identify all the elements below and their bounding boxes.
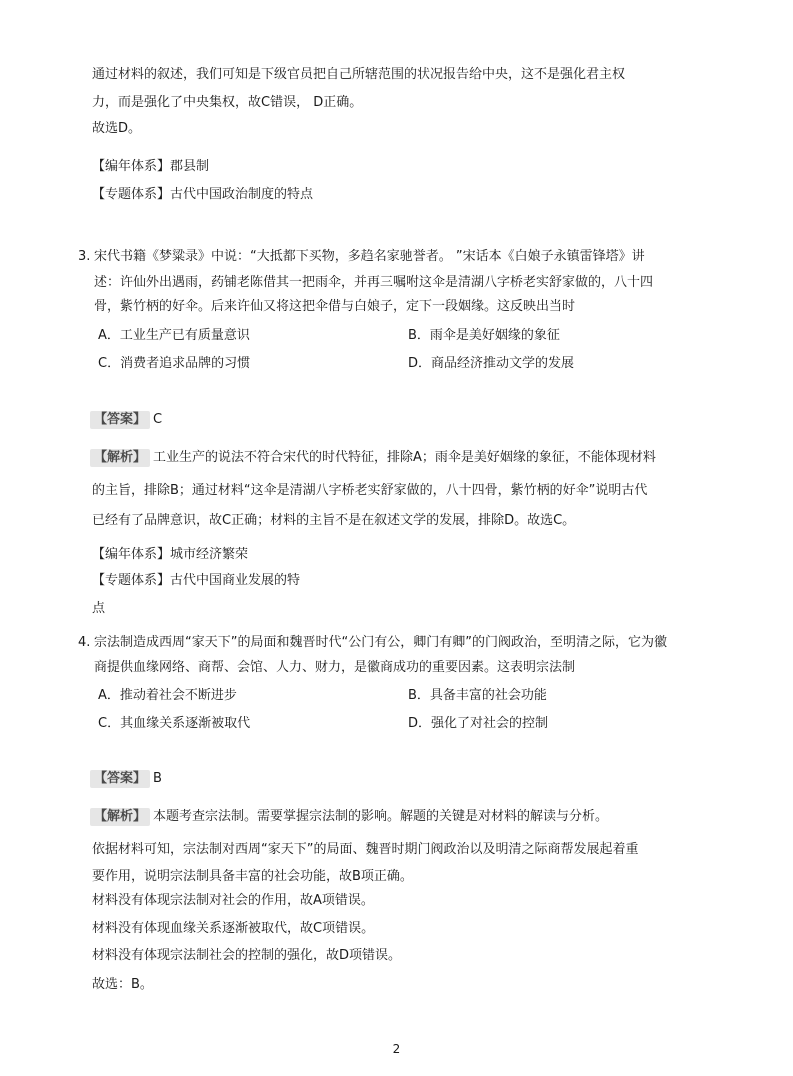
- prev-tag-chronology: 【编年体系】郡县制: [92, 159, 210, 174]
- q3-tag-topic-continued: 点: [92, 601, 106, 616]
- q3-answer-value: C: [153, 412, 163, 427]
- q3-analysis-label: 【解析】: [90, 449, 150, 467]
- q4-answer-value: B: [153, 771, 162, 786]
- q4-number: 4.: [78, 635, 91, 650]
- q3-tag-chronology: 【编年体系】城市经济繁荣: [92, 547, 249, 562]
- q3-option-b: B．雨伞是美好姻缘的象征: [408, 328, 560, 343]
- q4-stem-line-2: 商提供血缘网络、商帮、会馆、人力、财力，是徽商成功的重要因素。这表明宗法制: [94, 660, 576, 675]
- q4-analysis-line-7: 故选：B。: [92, 977, 153, 992]
- prev-analysis-line-3: 故选D。: [92, 121, 142, 136]
- q3-analysis-line-3: 已经有了品牌意识，故C正确；材料的主旨不是在叙述文学的发展，排除D。故选C。: [92, 513, 576, 528]
- q3-option-d: D．商品经济推动文学的发展: [408, 356, 575, 371]
- q4-answer-label: 【答案】: [90, 770, 150, 788]
- q4-option-b: B．具备丰富的社会功能: [408, 688, 547, 703]
- q3-answer-label: 【答案】: [90, 411, 150, 429]
- q4-analysis-line-5: 材料没有体现血缘关系逐渐被取代，故C项错误。: [92, 921, 375, 936]
- q3-analysis-line-1: [90, 449, 656, 467]
- q4-analysis-line-2: 依据材料可知，宗法制对西周“家天下”的局面、魏晋时期门阀政治以及明清之际商帮发展起着重: [92, 842, 639, 857]
- prev-analysis-line-1: 通过材料的叙述，我们可知是下级官员把自己所辖范围的状况报告给中央，这不是强化君主权: [92, 67, 626, 82]
- q4-analysis-line-1: [90, 808, 608, 826]
- q4-analysis-line-6: 材料没有体现宗法制社会的控制的强化，故D项错误。: [92, 948, 402, 963]
- q3-analysis-text-1: 工业生产的说法不符合宋代的时代特征，排除A；雨伞是美好姻缘的象征，不能体现材料: [153, 450, 656, 465]
- q4-answer: [90, 770, 162, 788]
- q3-number: 3.: [78, 249, 91, 264]
- q4-option-d: D．强化了对社会的控制: [408, 716, 549, 731]
- q4-option-c: C．其血缘关系逐渐被取代: [98, 716, 251, 731]
- q4-option-a: A．推动着社会不断进步: [98, 688, 237, 703]
- q3-option-a: A．工业生产已有质量意识: [98, 328, 250, 343]
- q4-analysis-label: 【解析】: [90, 808, 150, 826]
- q3-answer: [90, 411, 162, 429]
- q4-analysis-text-1: 本题考查宗法制。需要掌握宗法制的影响。解题的关键是对材料的解读与分析。: [153, 809, 609, 824]
- prev-tag-topic: 【专题体系】古代中国政治制度的特点: [92, 187, 314, 202]
- q3-option-c: C．消费者追求品牌的习惯: [98, 356, 251, 371]
- prev-analysis-line-2: 力，而是强化了中央集权，故C错误， D正确。: [92, 95, 363, 110]
- page-number: 2: [392, 1042, 401, 1056]
- q4-analysis-line-3: 要作用，说明宗法制具备丰富的社会功能，故B项正确。: [92, 869, 413, 884]
- q3-analysis-line-2: 的主旨，排除B；通过材料“这伞是清湖八字桥老实舒家做的，八十四骨，紫竹柄的好伞”说明古代: [92, 483, 648, 498]
- q4-stem-line-1: 宗法制造成西周“家天下”的局面和魏晋时代“公门有公，卿门有卿”的门阀政治，至明清之际，它为徽: [94, 635, 667, 650]
- q3-stem-line-1: 宋代书籍《梦粱录》中说：“大抵都下买物，多趋名家驰誉者。 ”宋话本《白娘子永镇雷锋塔》讲: [94, 249, 645, 264]
- q3-tag-topic: 【专题体系】古代中国商业发展的特: [92, 573, 301, 588]
- q4-analysis-line-4: 材料没有体现宗法制对社会的作用，故A项错误。: [92, 893, 374, 908]
- q3-stem-line-3: 骨，紫竹柄的好伞。后来许仙又将这把伞借与白娘子，定下一段姻缘。这反映出当时: [94, 299, 576, 314]
- q3-stem-line-2: 述：许仙外出遇雨，药铺老陈借其一把雨伞，并再三嘱咐这伞是清湖八字桥老实舒家做的，八十四: [94, 275, 654, 290]
